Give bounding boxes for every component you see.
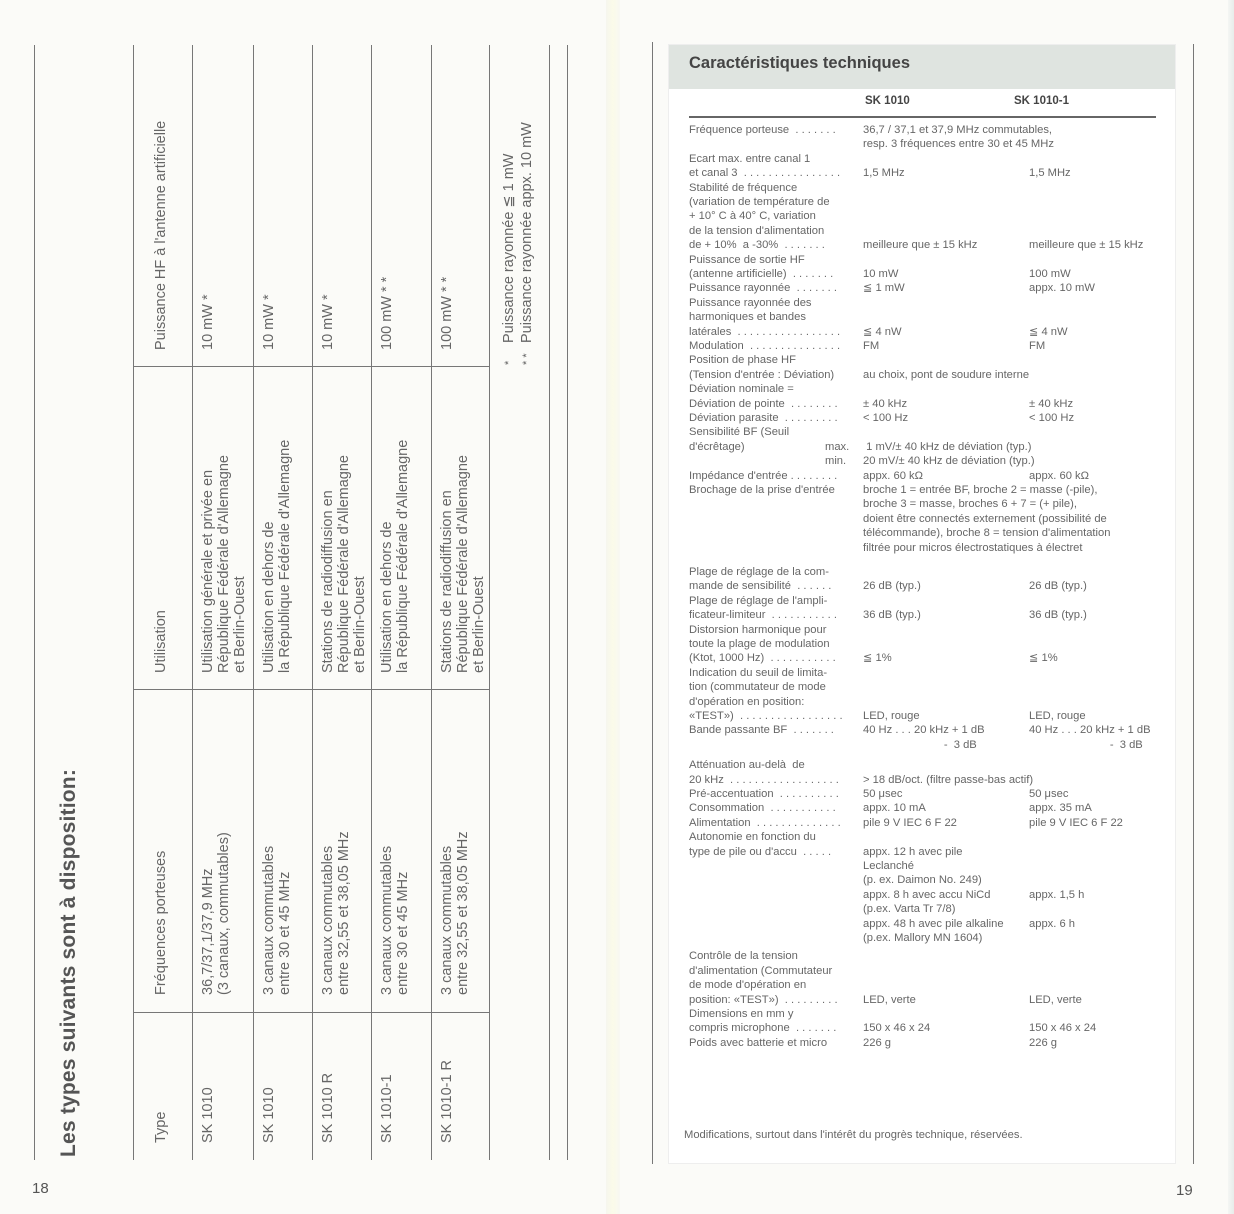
spec-label: Contrôle de la tension d'alimentation (Commutateur de mode d'opération en position: «TEST») . . . . . . . . . bbox=[689, 950, 838, 1006]
spec-value-sk1010: au choix, pont de soudure interne bbox=[863, 368, 1030, 381]
spec-label: Déviation nominale = Déviation de pointe . . . . . . . . bbox=[689, 383, 838, 410]
spec-value-sk1010: 40 Hz . . . 20 kHz + 1 dB - 3 dB bbox=[863, 724, 985, 751]
spec-value-sk1010-1: appx. 35 mA bbox=[1029, 802, 1092, 815]
spec-value-sk1010-1: meilleure que ± 15 kHz bbox=[1029, 239, 1144, 252]
spec-value-sk1010-1: 26 dB (typ.) bbox=[1029, 580, 1087, 593]
table-row-rule bbox=[192, 45, 193, 1160]
table-col-rule bbox=[133, 366, 489, 367]
spec-label: Brochage de la prise d'entrée bbox=[689, 484, 835, 496]
spec-label: Indication du seuil de limita- tion (commutateur de mode d'opération en position: «TEST») . . . . . . . . . . . . . . . . . bbox=[689, 666, 843, 723]
spec-label: Bande passante BF . . . . . . . bbox=[689, 724, 834, 737]
column-header-sk1010: SK 1010 bbox=[865, 95, 910, 107]
spec-value-sk1010-1: 226 g bbox=[1029, 1036, 1057, 1049]
spec-value-sk1010: 36,7 / 37,1 et 37,9 MHz commutables, resp. 3 fréquences entre 30 et 45 MHz bbox=[863, 124, 1054, 151]
spec-value-sk1010-1: LED, rouge bbox=[1029, 710, 1086, 723]
cell-use: Stations de radiodiffusion en République Fédérale d'Allemagne et Berlin-Ouest bbox=[320, 455, 368, 673]
spec-value-sk1010: > 18 dB/oct. (filtre passe-bas actif) bbox=[863, 773, 1034, 786]
page-number-right: 19 bbox=[1176, 1182, 1193, 1199]
header-type: Type bbox=[153, 1111, 169, 1143]
spec-label: Position de phase HF (Tension d'entrée : Déviation) bbox=[689, 354, 835, 381]
header-puissance: Puissance HF à l'antenne artificielle bbox=[153, 120, 169, 350]
spec-label: Autonomie en fonction du type de pile ou d'accu . . . . . bbox=[689, 831, 832, 858]
footnote-mark: * bbox=[503, 360, 515, 365]
spec-value-sk1010-1: 36 dB (typ.) bbox=[1029, 609, 1087, 622]
spec-value-sk1010: < 100 Hz bbox=[863, 412, 909, 424]
spec-value-sk1010: FM bbox=[863, 340, 880, 352]
spec-value-sk1010-1: < 100 Hz bbox=[1029, 412, 1075, 424]
cell-type: SK 1010-1 bbox=[379, 1074, 395, 1143]
spec-value-sk1010: 226 g bbox=[863, 1036, 891, 1049]
right-page-border-left bbox=[652, 42, 653, 1164]
footnote-mark: * * bbox=[521, 353, 533, 365]
spec-label: Poids avec batterie et micro bbox=[689, 1036, 828, 1049]
right-page-border-right bbox=[1193, 44, 1194, 1164]
spec-label: Distorsion harmonique pour toute la plage de modulation (Ktot, 1000 Hz) . . . . . . . . . . . bbox=[689, 623, 836, 665]
table-row-rule bbox=[253, 45, 254, 1160]
footnote-text: Puissance rayonnée ≦ 1 mW bbox=[501, 153, 517, 343]
spec-value-sk1010: 50 μsec bbox=[863, 788, 903, 800]
table-col-rule bbox=[133, 1012, 489, 1013]
cell-type: SK 1010 bbox=[261, 1087, 277, 1143]
page-heading: Les types suivants sont à disposition: bbox=[57, 768, 80, 1157]
page-edge bbox=[1228, 0, 1234, 1214]
spec-value-sk1010-1: appx. 10 mW bbox=[1029, 282, 1095, 295]
spec-value-sk1010-1: 40 Hz . . . 20 kHz + 1 dB - 3 dB bbox=[1029, 724, 1151, 751]
cell-type: SK 1010 bbox=[200, 1087, 216, 1143]
spec-value-sk1010-1: 50 μsec bbox=[1029, 788, 1069, 800]
spec-label: Impédance d'entrée . . . . . . . . bbox=[689, 469, 838, 482]
spec-value-sk1010: ≦ 1% bbox=[863, 652, 892, 665]
types-table-page bbox=[35, 40, 570, 1165]
spec-label: Modulation . . . . . . . . . . . . . . . bbox=[689, 340, 841, 352]
spec-value-sk1010: pile 9 V IEC 6 F 22 bbox=[863, 816, 957, 829]
spec-label: Ecart max. entre canal 1 et canal 3 . . . . . . . . . . . . . . . . bbox=[689, 152, 841, 180]
table-row-rule bbox=[133, 45, 134, 1160]
cell-freq: 3 canaux commutables entre 32,55 et 38,05 MHz bbox=[439, 831, 471, 995]
spec-value-sk1010: meilleure que ± 15 kHz bbox=[863, 239, 978, 252]
header-frequences: Fréquences porteuses bbox=[153, 850, 169, 995]
cell-power: 10 mW * bbox=[200, 294, 216, 350]
spec-label: Dimensions en mm y compris microphone . . . . . . . bbox=[689, 1008, 837, 1035]
spec-value-sk1010-1: FM bbox=[1029, 340, 1046, 352]
header-rule bbox=[689, 116, 1156, 118]
cell-use: Stations de radiodiffusion en République Fédérale d'Allemagne et Berlin-Ouest bbox=[439, 455, 487, 673]
title-band bbox=[669, 45, 1175, 89]
footnote-1 bbox=[501, 154, 518, 365]
cell-use: Utilisation en dehors de la République Fédérale d'Allemagne bbox=[379, 439, 411, 673]
spec-value-sk1010: 1,5 MHz bbox=[863, 167, 905, 180]
spec-label: Stabilité de fréquence (variation de température de + 10° C à 40° C, variation de la tension d'alimentation de + 10% a -30% . . . . . . . bbox=[689, 181, 830, 252]
spec-value-sk1010: LED, rouge bbox=[863, 710, 920, 723]
spec-value-sk1010-1: appx. 1,5 h appx. 6 h bbox=[1029, 888, 1085, 930]
specs-card bbox=[668, 44, 1176, 1164]
cell-freq: 3 canaux commutables entre 30 et 45 MHz bbox=[261, 845, 293, 995]
spec-label: Déviation parasite . . . . . . . . . bbox=[689, 412, 838, 424]
spec-value-sk1010: ± 40 kHz bbox=[863, 397, 908, 410]
spec-value-sk1010: appx. 12 h avec pile Leclanché (p. ex. Daimon No. 249) appx. 8 h avec accu NiCd (p.ex. Varta Tr 7/8) appx. 48 h avec pile alkaline (p.ex. Mallory MN 1604) bbox=[863, 845, 1004, 945]
cell-freq: 36,7/37,1/37,9 MHz (3 canaux, commutables) bbox=[200, 832, 232, 995]
spec-value-sk1010: 1 mV/± 40 kHz de déviation (typ.) 20 mV/± 40 kHz de déviation (typ.) bbox=[863, 440, 1035, 468]
spec-value-sk1010-1: 150 x 46 x 24 bbox=[1029, 1022, 1097, 1035]
spec-label: Pré-accentuation . . . . . . . . . . bbox=[689, 788, 839, 800]
spec-value-sk1010-1: 100 mW bbox=[1029, 268, 1071, 280]
cell-type: SK 1010-1 R bbox=[439, 1059, 455, 1143]
footer-note: Modifications, surtout dans l'intérêt du progrès technique, réservées. bbox=[684, 1129, 1023, 1141]
spec-value-sk1010: 26 dB (typ.) bbox=[863, 580, 921, 593]
cell-freq: 3 canaux commutables entre 32,55 et 38,05 MHz bbox=[320, 831, 352, 995]
spec-label: Puissance de sortie HF (antenne artificielle) . . . . . . . bbox=[689, 253, 834, 280]
spec-value-sk1010: appx. 10 mA bbox=[863, 802, 926, 815]
spec-label: Fréquence porteuse . . . . . . . bbox=[689, 124, 836, 136]
spec-label: Plage de réglage de l'ampli- ficateur-limiteur . . . . . . . . . . . bbox=[689, 594, 837, 622]
spec-value-sk1010-1: 1,5 MHz bbox=[1029, 167, 1071, 180]
spec-sublabel: max. min. bbox=[825, 440, 850, 468]
spec-label: Plage de réglage de la com- mande de sensibilité . . . . . . bbox=[689, 566, 832, 593]
spec-value-sk1010: 150 x 46 x 24 bbox=[863, 1022, 931, 1035]
spec-label: Puissance rayonnée . . . . . . . bbox=[689, 282, 837, 295]
spec-label: Alimentation . . . . . . . . . . . . . . bbox=[689, 816, 841, 829]
cell-power: 10 mW * bbox=[261, 294, 277, 350]
spec-value-sk1010-1: appx. 60 kΩ bbox=[1029, 469, 1089, 482]
spec-value-sk1010: appx. 60 kΩ bbox=[863, 469, 923, 482]
spec-value-sk1010: 10 mW bbox=[863, 268, 899, 280]
spec-value-sk1010-1: ≦ 1% bbox=[1029, 652, 1058, 665]
spec-label: Atténuation au-delà de 20 kHz . . . . . . . . . . . . . . . . . . bbox=[689, 759, 839, 786]
table-col-rule bbox=[133, 689, 489, 690]
spec-value-sk1010: broche 1 = entrée BF, broche 2 = masse (-pile), broche 3 = masse, broches 6 + 7 = (+ pile), doient être connectés externement (possibilité de télécommande), broche 8 = tension d'alimentation filtrée pour micros électrostatiques à électret bbox=[863, 484, 1111, 554]
spec-value-sk1010-1: ≦ 4 nW bbox=[1029, 325, 1068, 338]
header-utilisation: Utilisation bbox=[153, 610, 169, 673]
spec-value-sk1010: 36 dB (typ.) bbox=[863, 609, 921, 622]
spec-value-sk1010-1: pile 9 V IEC 6 F 22 bbox=[1029, 816, 1123, 829]
spec-label: Sensibilité BF (Seuil d'écrêtage) bbox=[689, 426, 790, 453]
cell-power: 100 mW * * bbox=[379, 276, 395, 350]
table-row-rule bbox=[312, 45, 313, 1160]
cell-freq: 3 canaux commutables entre 30 et 45 MHz bbox=[379, 845, 411, 995]
cell-power: 10 mW * bbox=[320, 294, 336, 350]
spec-value-sk1010: ≦ 1 mW bbox=[863, 282, 905, 295]
page-gutter bbox=[606, 0, 620, 1214]
cell-use: Utilisation en dehors de la République Fédérale d'Allemagne bbox=[261, 439, 293, 673]
column-header-sk1010-1: SK 1010-1 bbox=[1014, 95, 1069, 107]
spec-label: Puissance rayonnée des harmoniques et bandes latérales . . . . . . . . . . . . . . . . . bbox=[689, 296, 841, 338]
table-row-rule bbox=[371, 45, 372, 1160]
table-row-rule bbox=[489, 45, 490, 1160]
spec-value-sk1010-1: LED, verte bbox=[1029, 993, 1082, 1006]
specs-title: Caractéristiques techniques bbox=[689, 54, 910, 72]
spec-value-sk1010: ≦ 4 nW bbox=[863, 325, 902, 338]
footnote-text: Puissance rayonnée appx. 10 mW bbox=[519, 122, 535, 343]
spec-value-sk1010: LED, verte bbox=[863, 993, 916, 1006]
cell-use: Utilisation générale et privée en République Fédérale d'Allemagne et Berlin-Ouest bbox=[200, 455, 248, 673]
page-number-left: 18 bbox=[32, 1180, 49, 1197]
spec-value-sk1010-1: ± 40 kHz bbox=[1029, 397, 1074, 410]
table-row-rule bbox=[431, 45, 432, 1160]
cell-type: SK 1010 R bbox=[320, 1072, 336, 1143]
spec-label: Consommation . . . . . . . . . . . bbox=[689, 802, 836, 815]
cell-power: 100 mW * * bbox=[439, 276, 455, 350]
footnote-2 bbox=[519, 122, 536, 365]
